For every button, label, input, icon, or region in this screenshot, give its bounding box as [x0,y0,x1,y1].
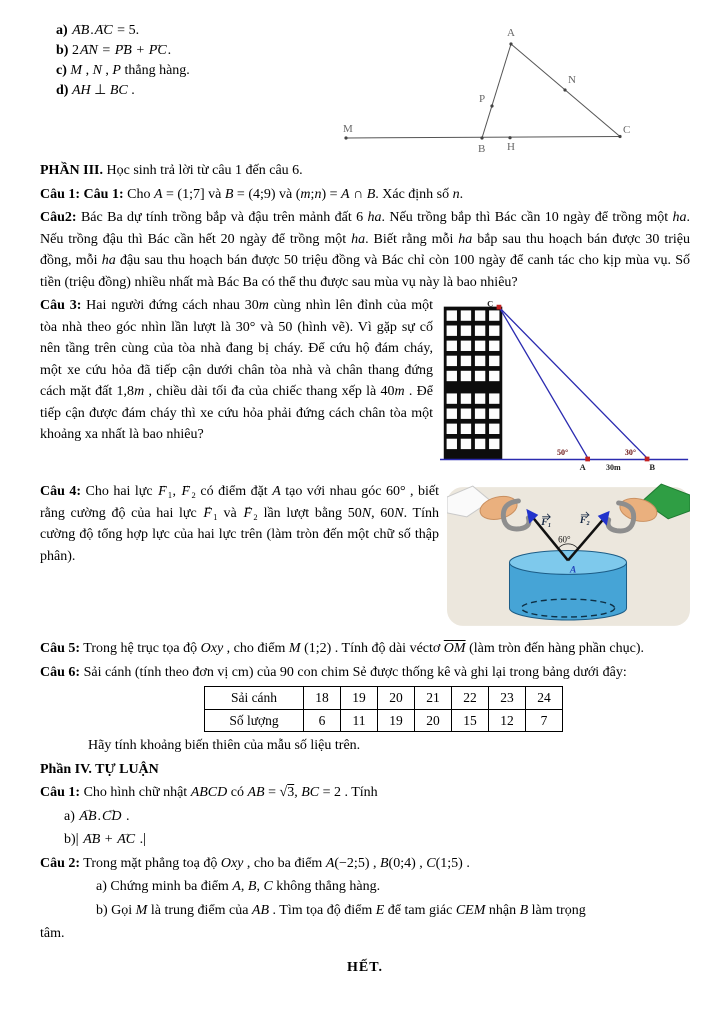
phan3-heading [40,160,690,182]
phan3-title: PHẦN III. [40,163,104,178]
statement-math: AB →.AC → = 5. [71,23,139,38]
question-4-text: Cho hai lực F →₁, F →₂ có điểm đặt A tạo với nhau góc 60° , biết rằng cường độ của hai lực F →₁ và F →₂ lần lượt bằng 50N, 60N. Tính cường độ tổng hợp lực của hai lực trên (làm tròn đến một chữ số thập phân). [40,484,439,564]
triangle-label-H: H [507,141,515,153]
question-3-block [40,295,690,473]
item-label: b) [64,832,76,847]
marker-A [585,457,590,462]
table-note: Hãy tính khoảng biến thiên của mẫu số liệu trên. [88,738,361,753]
triangle-label-M: M [343,123,353,135]
building-angle-B: 30° [624,447,637,457]
question-5-text: Trong hệ trục tọa độ Oxy , cho điểm M (1;2) . Tính độ dài véctơ $\overline{OM}$ (làm tròn đến hàng phần chục). [80,641,645,656]
essay-q2-item-b [40,900,690,922]
essay-q2-item-b-tail: tâm. [40,926,65,941]
phan4-heading [40,759,690,781]
essay-question-1-text: Cho hình chữ nhật ABCD có AB = √3, BC = 2 . Tính [80,785,378,800]
statement-label: d) [56,83,69,98]
item-label: a) [64,808,75,824]
building-fire-figure [440,297,690,471]
question-2-text: Bác Ba dự tính trồng bắp và đậu trên mảnh đất 6 ha. Nếu trồng bắp thì Bác cần 10 ngày để trồng một ha. Nếu trồng đậu thì Bác cần hết 20 ngày để trồng một ha. Biết rằng mỗi ha bắp sau thu hoạch bán được 30 triệu đồng, mỗi ha đậu sau thu hoạch bán được 50 triệu đồng và Bác chỉ còn 100 ngày để canh tác cho kịp mùa vụ. Số tiền (triệu đồng) nhiều nhất mà Bác Ba có thể thu được sau mùa vụ này là bao nhiêu? [40,210,690,290]
table-cell: 20 [378,687,415,710]
question-4-label: Câu 4: [40,484,82,499]
statement-math: AH ⊥ BC . [71,83,135,98]
statement-label: b) [56,43,69,58]
triangle-label-N: N [568,74,576,86]
question-1 [40,184,690,206]
essay-question-1-label: Câu 1: [40,785,81,800]
table-header-cell: Sải cánh [205,687,304,710]
triangle-figure [343,22,717,160]
table-cell: 21 [415,687,452,710]
question-5-label: Câu 5: [40,641,81,656]
statement-label: c) [56,63,67,78]
question-1-text: Cho A = (1;7] và B = (4;9) và (m;n) = A ∩ B. Xác định số n. [123,186,464,202]
table-cell: 11 [341,709,378,732]
triangle-label-C: C [623,124,631,136]
point-A-label: A [569,565,577,576]
table-cell: 7 [526,709,563,732]
wingspan-table [204,686,563,732]
table-cell: 24 [526,687,563,710]
question-6 [40,662,690,684]
table-cell: 12 [489,709,526,732]
question-4-block [40,481,690,632]
phan4-title: Phần IV. TỰ LUẬN [40,761,159,777]
statement-math: 2AN → = PB → + PC →. [72,43,171,58]
table-cell: 6 [304,709,341,732]
question-1-label: Câu 1: Câu 1: [40,186,124,202]
table-row-wingspan [205,687,563,710]
essay-q1-item-b: b)| AB → + AC → .| [40,829,690,851]
question-3-label: Câu 3: [40,298,82,313]
item-label: a) [96,879,107,894]
table-cell: 19 [341,687,378,710]
table-row-count [205,709,563,732]
item-math: AB → + AC → . [79,832,143,847]
item-text: Gọi M là trung điểm của AB . Tìm tọa độ điểm E để tam giác CEM nhận B làm trọng [107,902,586,918]
question-3-text: Hai người đứng cách nhau 30m cùng nhìn lên đỉnh của một tòa nhà theo góc nhìn lần lượt là 30° và 50 (hình vẽ). Vì gặp sự cố nên tầng trên cùng của tòa nhà đang bị cháy. Để cứu hộ đám cháy, một xe cứu hỏa đã tiếp cận dưới chân tòa nhà và chân thang đứng cách mặt đất 1,8m , chiều dài tối đa của chiếc thang xếp là 40m . Để tiếp cận được đám cháy thì xe cứu hỏa phải đứng cách chân tòa một khoảng xa nhất là bao nhiêu? [40,298,434,442]
cylinder-top [509,551,626,575]
item-label: b) [96,902,108,918]
table-cell: 23 [489,687,526,710]
statement-math: M , N , P thẳng hàng. [70,63,190,78]
triangle-label-B: B [478,143,486,155]
angle-label: 60° [558,534,571,545]
table-header-cell: Số lượng [205,709,304,732]
essay-question-2 [40,853,690,875]
statement-item-b [56,40,190,60]
essay-question-2-label: Câu 2: [40,855,81,871]
intro-section [40,20,690,160]
question-6-text: Sải cánh (tính theo đơn vị cm) của 90 con chim Sẻ được thống kê và ghi lại trong bảng dưới đây: [80,664,627,680]
essay-q2-item-a [40,876,690,898]
question-5 [40,638,690,660]
force-label-F1: F₁ [541,516,552,528]
triangle-label-A: A [507,27,515,39]
statement-item-d [56,80,190,100]
building-label-B: B [649,461,656,471]
question-2-label: Câu2: [40,210,77,225]
question-2 [40,207,690,293]
table-cell: 22 [452,687,489,710]
end-marker: HẾT. [346,959,384,975]
marker-C [497,305,502,310]
table-cell: 20 [415,709,452,732]
building-angle-A: 50° [556,447,569,457]
table-cell: 15 [452,709,489,732]
marker-B [645,457,650,462]
statement-list [56,20,190,100]
building-label-C: C [487,298,494,309]
question-6-label: Câu 6: [40,664,81,680]
building-label-A: A [579,461,586,471]
table-cell: 18 [304,687,341,710]
essay-q1-item-a [40,806,690,828]
forces-bucket-figure [447,481,690,630]
sight-line-B [499,308,647,459]
statement-item-c [56,60,190,80]
table-cell: 19 [378,709,415,732]
building-distance-label: 30m [606,462,621,471]
essay-question-1 [40,782,690,804]
phan3-subtitle: Học sinh trả lời từ câu 1 đến câu 6. [103,163,303,178]
triangle-label-P: P [479,93,486,105]
force-label-F2: F₂ [579,514,590,526]
sight-line-A [499,308,588,459]
item-math: AB →.CD → . [75,809,130,824]
statement-label: a) [56,23,68,38]
item-text: Chứng minh ba điểm A, B, C không thẳng hàng. [106,879,381,894]
essay-question-2-text: Trong mặt phẳng toạ độ Oxy , cho ba điểm A(−2;5) , B(0;4) , C(1;5) . [80,855,470,871]
